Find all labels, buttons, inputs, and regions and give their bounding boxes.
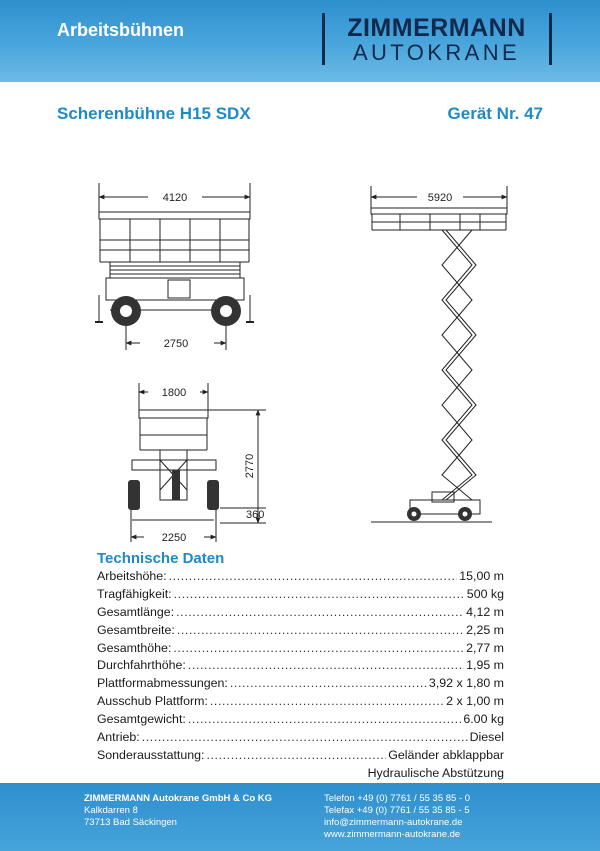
header-banner — [0, 0, 600, 82]
spec-row — [97, 641, 504, 659]
spec-leader — [142, 730, 468, 744]
spec-label: Gesamtbreite: — [97, 622, 175, 637]
spec-label: Antrieb: — [97, 730, 140, 745]
spec-extra-line: Hydraulische Abstützung — [367, 765, 504, 780]
logo-line2: AUTOKRANE — [352, 40, 521, 65]
front-view-wheels — [128, 470, 219, 510]
company-logo — [322, 13, 552, 65]
spec-label: Sonderausstattung: — [97, 747, 205, 762]
footer-contact — [324, 793, 470, 841]
spec-row — [97, 605, 504, 623]
category-title: Arbeitsbühnen — [57, 20, 185, 40]
spec-row — [97, 730, 504, 748]
spec-leader — [188, 658, 464, 672]
spec-label: Durchfahrthöhe: — [97, 658, 186, 673]
footer-address — [84, 793, 272, 829]
spec-row — [97, 587, 504, 605]
spec-label: Arbeitshöhe: — [97, 569, 167, 583]
footer-street: Kalkdarren 8 — [84, 805, 138, 816]
spec-leader — [177, 623, 464, 637]
spec-leader — [210, 694, 444, 708]
spec-value: Geländer abklappbar — [388, 747, 504, 762]
spec-label: Gesamthöhe: — [97, 640, 172, 655]
footer — [0, 783, 600, 851]
front-clearance-dim: 360 — [246, 509, 265, 521]
spec-leader — [169, 569, 458, 583]
technical-drawings — [0, 150, 600, 550]
spec-value: 6.00 kg — [463, 712, 504, 727]
logo-line1: ZIMMERMANN — [347, 14, 526, 42]
spec-label: Ausschub Plattform: — [97, 694, 208, 709]
side-top-dim: 4120 — [162, 192, 188, 204]
specs-table — [97, 569, 504, 784]
footer-email[interactable]: info@zimmermann-autokrane.de — [324, 817, 463, 828]
logo-bar-left — [322, 13, 325, 65]
extended-view-drawing — [371, 186, 507, 522]
footer-city: 73713 Bad Säckingen — [84, 817, 177, 828]
logo-bar-right — [549, 13, 552, 65]
extended-top-dim: 5920 — [427, 192, 453, 204]
spec-value: Diesel — [469, 730, 504, 745]
specs-heading: Technische Daten — [97, 550, 225, 567]
spec-row — [97, 712, 504, 730]
spec-label: Tragfähigkeit: — [97, 586, 172, 601]
spec-leader — [206, 748, 386, 762]
spec-value: 2,77 m — [466, 640, 504, 655]
spec-row — [97, 623, 504, 641]
spec-row — [97, 748, 504, 766]
model-title: Scherenbühne H15 SDX — [57, 104, 251, 123]
spec-leader — [173, 641, 464, 655]
front-width-dim: 2250 — [161, 532, 187, 544]
spec-leader — [176, 605, 464, 619]
spec-leader — [188, 712, 462, 726]
spec-leader — [230, 676, 427, 690]
spec-label: Gesamtlänge: — [97, 604, 175, 619]
spec-leader — [174, 587, 465, 601]
spec-value: 2,25 m — [466, 622, 504, 637]
spec-value: 500 kg — [466, 586, 504, 601]
front-top-dim: 1800 — [161, 387, 187, 399]
spec-value: 3,92 x 1,80 m — [428, 676, 504, 691]
footer-company: ZIMMERMANN Autokrane GmbH & Co KG — [84, 793, 273, 804]
spec-row — [97, 569, 504, 587]
spec-value: 1,95 m — [466, 658, 504, 673]
front-height-dim: 2770 — [244, 453, 256, 479]
footer-web[interactable]: www.zimmermann-autokrane.de — [324, 829, 461, 840]
spec-value: 2 x 1,00 m — [446, 694, 504, 709]
side-wheelbase-dim: 2750 — [163, 338, 189, 350]
spec-value: 4,12 m — [466, 604, 504, 619]
spec-row — [97, 694, 504, 712]
spec-label: Plattformabmessungen: — [97, 676, 228, 691]
spec-row — [97, 658, 504, 676]
footer-fax: Telefax +49 (0) 7761 / 55 35 85 - 5 — [324, 805, 470, 816]
spec-label: Gesamtgewicht: — [97, 712, 186, 727]
footer-phone: Telefon +49 (0) 7761 / 55 35 85 - 0 — [324, 793, 471, 804]
spec-value: 15,00 m — [459, 569, 504, 583]
device-number: Gerät Nr. 47 — [447, 104, 543, 123]
spec-row — [97, 676, 504, 694]
